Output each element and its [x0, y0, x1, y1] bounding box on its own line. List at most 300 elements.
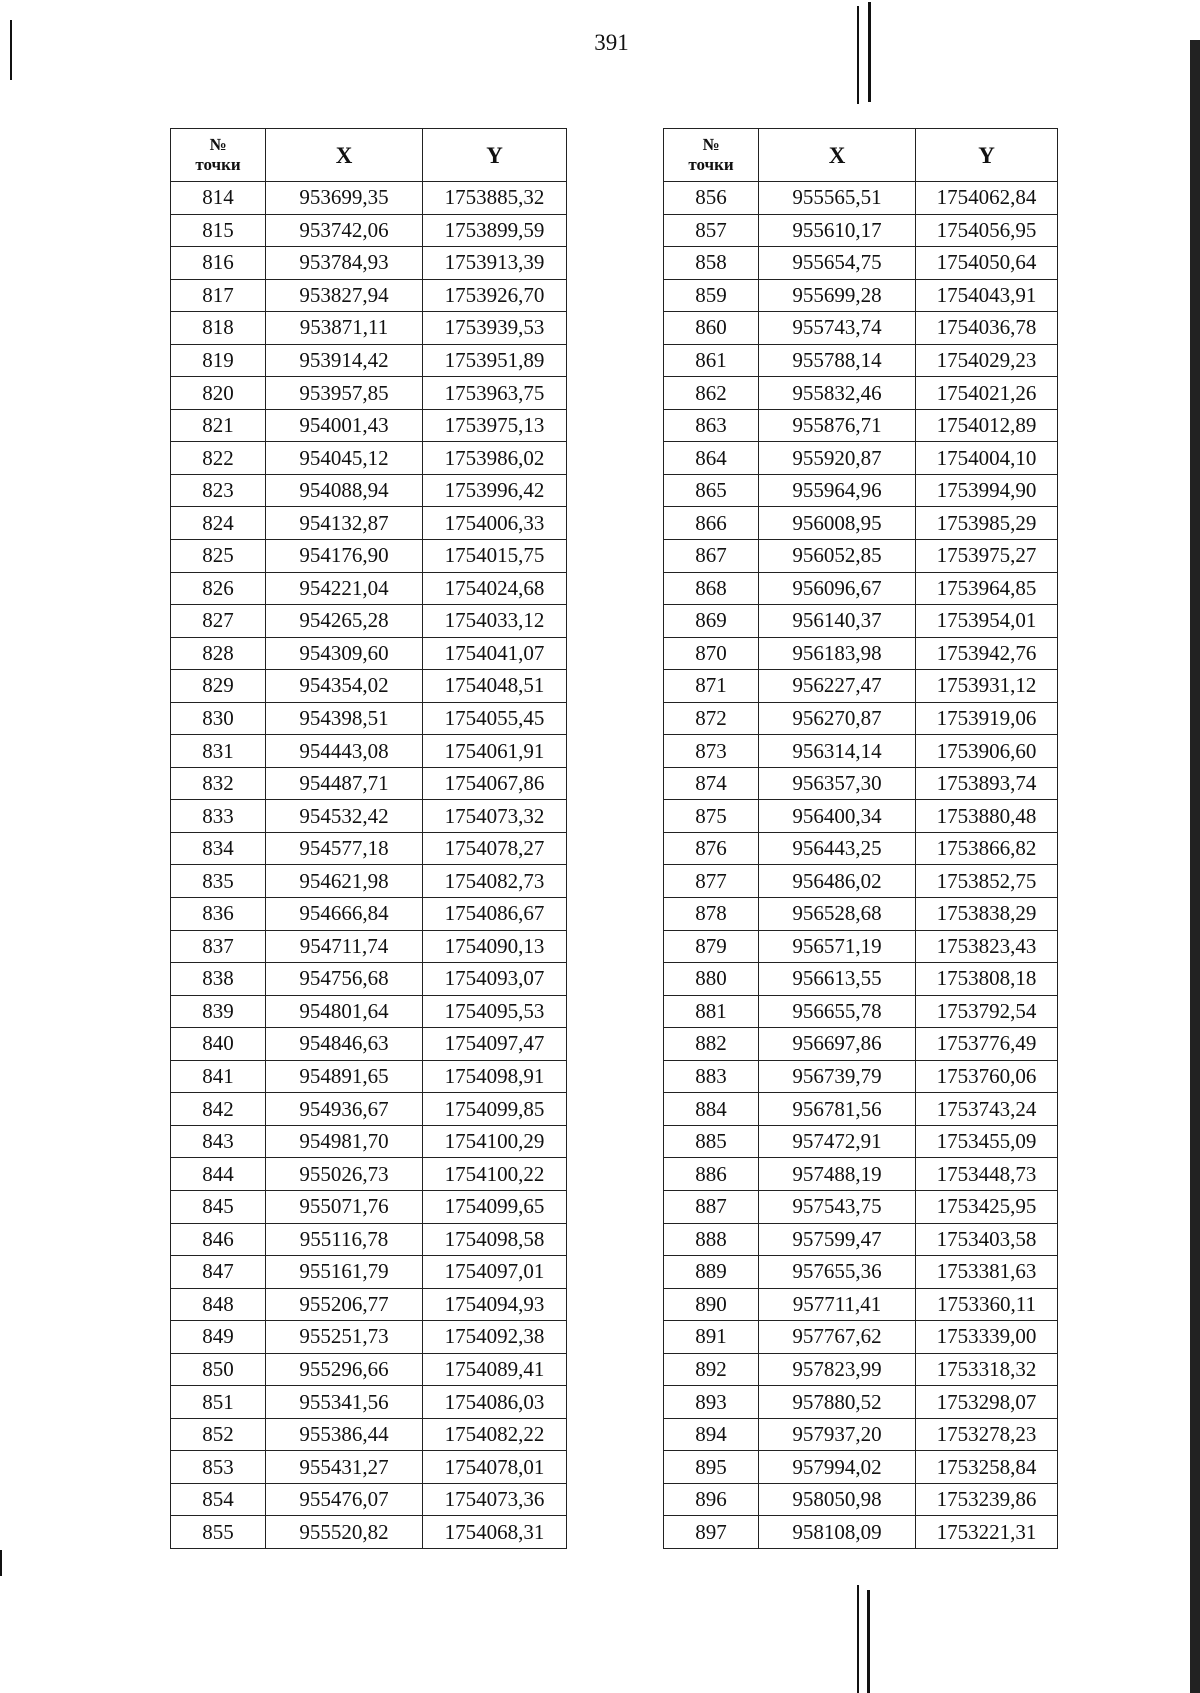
table-row	[664, 898, 1058, 931]
cell-point-number: 847	[171, 1256, 266, 1289]
cell-y: 1754082,73	[423, 865, 567, 898]
cell-x: 955386,44	[266, 1418, 423, 1451]
cell-x: 956400,34	[759, 800, 916, 833]
table-row	[171, 1190, 567, 1223]
cell-x: 954443,08	[266, 735, 423, 768]
table-row	[664, 1125, 1058, 1158]
cell-point-number: 829	[171, 670, 266, 703]
cell-point-number: 858	[664, 247, 759, 280]
cell-x: 955341,56	[266, 1386, 423, 1419]
table-row	[664, 1190, 1058, 1223]
cell-point-number: 837	[171, 930, 266, 963]
cell-point-number: 896	[664, 1483, 759, 1516]
table-row	[664, 1256, 1058, 1289]
cell-point-number: 848	[171, 1288, 266, 1321]
cell-y: 1754073,32	[423, 800, 567, 833]
cell-x: 956697,86	[759, 1028, 916, 1061]
cell-y: 1753455,09	[916, 1125, 1058, 1158]
cell-y: 1754098,91	[423, 1060, 567, 1093]
cell-x: 956183,98	[759, 637, 916, 670]
cell-y: 1753221,31	[916, 1516, 1058, 1549]
cell-x: 958050,98	[759, 1483, 916, 1516]
cell-x: 954045,12	[266, 442, 423, 475]
cell-point-number: 869	[664, 605, 759, 638]
cell-point-number: 856	[664, 182, 759, 215]
table-row	[171, 1093, 567, 1126]
cell-y: 1754092,38	[423, 1321, 567, 1354]
cell-x: 956357,30	[759, 767, 916, 800]
cell-point-number: 849	[171, 1321, 266, 1354]
table-row	[664, 312, 1058, 345]
cell-point-number: 821	[171, 409, 266, 442]
cell-point-number: 827	[171, 605, 266, 638]
table-row	[664, 800, 1058, 833]
cell-point-number: 828	[171, 637, 266, 670]
scanner-edge	[1190, 40, 1200, 1693]
table-row	[171, 670, 567, 703]
cell-y: 1753975,13	[423, 409, 567, 442]
table-row	[171, 865, 567, 898]
table-row	[664, 1353, 1058, 1386]
table-row	[171, 377, 567, 410]
cell-y: 1754062,84	[916, 182, 1058, 215]
cell-point-number: 861	[664, 344, 759, 377]
cell-point-number: 880	[664, 963, 759, 996]
table-row	[171, 1353, 567, 1386]
cell-point-number: 844	[171, 1158, 266, 1191]
cell-point-number: 881	[664, 995, 759, 1028]
table-row	[664, 1321, 1058, 1354]
cell-y: 1753986,02	[423, 442, 567, 475]
cell-point-number: 832	[171, 767, 266, 800]
cell-y: 1754006,33	[423, 507, 567, 540]
cell-x: 955206,77	[266, 1288, 423, 1321]
cell-y: 1753823,43	[916, 930, 1058, 963]
table-row	[664, 409, 1058, 442]
table-row	[664, 605, 1058, 638]
cell-x: 958108,09	[759, 1516, 916, 1549]
cell-y: 1753298,07	[916, 1386, 1058, 1419]
table-row	[664, 995, 1058, 1028]
cell-point-number: 855	[171, 1516, 266, 1549]
cell-x: 954621,98	[266, 865, 423, 898]
cell-point-number: 862	[664, 377, 759, 410]
cell-y: 1753954,01	[916, 605, 1058, 638]
cell-x: 957655,36	[759, 1256, 916, 1289]
cell-y: 1753776,49	[916, 1028, 1058, 1061]
cell-x: 957937,20	[759, 1418, 916, 1451]
table-row	[171, 214, 567, 247]
cell-x: 955610,17	[759, 214, 916, 247]
cell-y: 1754095,53	[423, 995, 567, 1028]
cell-point-number: 872	[664, 702, 759, 735]
cell-y: 1753951,89	[423, 344, 567, 377]
cell-point-number: 843	[171, 1125, 266, 1158]
cell-x: 954487,71	[266, 767, 423, 800]
table-row	[664, 767, 1058, 800]
cell-y: 1753964,85	[916, 572, 1058, 605]
table-row	[171, 930, 567, 963]
cell-x: 953699,35	[266, 182, 423, 215]
scan-line-bottom-right-1	[857, 1585, 859, 1693]
table-row	[664, 1288, 1058, 1321]
cell-x: 957823,99	[759, 1353, 916, 1386]
cell-point-number: 893	[664, 1386, 759, 1419]
table-row	[664, 1516, 1058, 1549]
cell-point-number: 830	[171, 702, 266, 735]
cell-point-number: 857	[664, 214, 759, 247]
cell-point-number: 818	[171, 312, 266, 345]
cell-y: 1753942,76	[916, 637, 1058, 670]
scan-line-bottom-right-2	[867, 1590, 870, 1693]
table-row	[664, 702, 1058, 735]
cell-point-number: 894	[664, 1418, 759, 1451]
cell-point-number: 826	[171, 572, 266, 605]
cell-y: 1753885,32	[423, 182, 567, 215]
cell-y: 1754061,91	[423, 735, 567, 768]
table-row	[664, 442, 1058, 475]
table-row	[171, 1060, 567, 1093]
cell-y: 1753852,75	[916, 865, 1058, 898]
cell-point-number: 871	[664, 670, 759, 703]
header-no-sign: №	[209, 134, 227, 154]
cell-x: 953742,06	[266, 214, 423, 247]
cell-x: 953871,11	[266, 312, 423, 345]
cell-point-number: 823	[171, 474, 266, 507]
cell-x: 953957,85	[266, 377, 423, 410]
table-row	[171, 1028, 567, 1061]
table-row	[664, 214, 1058, 247]
cell-y: 1753339,00	[916, 1321, 1058, 1354]
cell-point-number: 884	[664, 1093, 759, 1126]
cell-y: 1753994,90	[916, 474, 1058, 507]
cell-point-number: 885	[664, 1125, 759, 1158]
cell-x: 955920,87	[759, 442, 916, 475]
cell-y: 1754098,58	[423, 1223, 567, 1256]
table-row	[171, 605, 567, 638]
cell-point-number: 835	[171, 865, 266, 898]
cell-point-number: 875	[664, 800, 759, 833]
cell-y: 1753360,11	[916, 1288, 1058, 1321]
coordinates-table-left	[170, 128, 567, 1549]
cell-y: 1753838,29	[916, 898, 1058, 931]
table-row	[664, 1386, 1058, 1419]
cell-point-number: 879	[664, 930, 759, 963]
table-row	[664, 930, 1058, 963]
cell-x: 957472,91	[759, 1125, 916, 1158]
table-row	[171, 442, 567, 475]
cell-x: 954756,68	[266, 963, 423, 996]
cell-point-number: 878	[664, 898, 759, 931]
cell-x: 954981,70	[266, 1125, 423, 1158]
cell-y: 1754094,93	[423, 1288, 567, 1321]
cell-x: 956655,78	[759, 995, 916, 1028]
cell-y: 1754089,41	[423, 1353, 567, 1386]
cell-y: 1753963,75	[423, 377, 567, 410]
cell-y: 1754082,22	[423, 1418, 567, 1451]
cell-y: 1754004,10	[916, 442, 1058, 475]
header-point-number	[171, 129, 266, 182]
cell-y: 1753239,86	[916, 1483, 1058, 1516]
table-row	[664, 247, 1058, 280]
cell-x: 954936,67	[266, 1093, 423, 1126]
cell-point-number: 825	[171, 540, 266, 573]
cell-point-number: 868	[664, 572, 759, 605]
page-number: 391	[594, 30, 629, 55]
cell-y: 1753866,82	[916, 832, 1058, 865]
cell-y: 1754086,67	[423, 898, 567, 931]
cell-x: 954846,63	[266, 1028, 423, 1061]
table-row	[171, 1223, 567, 1256]
cell-point-number: 860	[664, 312, 759, 345]
cell-x: 956096,67	[759, 572, 916, 605]
cell-x: 954354,02	[266, 670, 423, 703]
header-no-sub: точки	[195, 155, 241, 174]
cell-x: 956781,56	[759, 1093, 916, 1126]
cell-x: 954666,84	[266, 898, 423, 931]
cell-point-number: 817	[171, 279, 266, 312]
table-row	[171, 995, 567, 1028]
table-row	[171, 963, 567, 996]
cell-y: 1754100,22	[423, 1158, 567, 1191]
cell-y: 1754041,07	[423, 637, 567, 670]
cell-point-number: 822	[171, 442, 266, 475]
cell-point-number: 853	[171, 1451, 266, 1484]
header-x: X	[759, 129, 916, 182]
cell-point-number: 824	[171, 507, 266, 540]
table-row	[664, 1483, 1058, 1516]
cell-x: 957767,62	[759, 1321, 916, 1354]
cell-y: 1754099,85	[423, 1093, 567, 1126]
cell-x: 955743,74	[759, 312, 916, 345]
cell-y: 1754048,51	[423, 670, 567, 703]
table-row	[664, 507, 1058, 540]
cell-x: 954001,43	[266, 409, 423, 442]
cell-y: 1754068,31	[423, 1516, 567, 1549]
header-point-number	[664, 129, 759, 182]
cell-x: 954221,04	[266, 572, 423, 605]
cell-x: 955161,79	[266, 1256, 423, 1289]
cell-y: 1753996,42	[423, 474, 567, 507]
cell-y: 1754036,78	[916, 312, 1058, 345]
cell-point-number: 831	[171, 735, 266, 768]
cell-point-number: 839	[171, 995, 266, 1028]
cell-point-number: 895	[664, 1451, 759, 1484]
cell-point-number: 888	[664, 1223, 759, 1256]
cell-x: 956571,19	[759, 930, 916, 963]
cell-x: 954398,51	[266, 702, 423, 735]
cell-x: 955699,28	[759, 279, 916, 312]
cell-point-number: 814	[171, 182, 266, 215]
cell-y: 1754093,07	[423, 963, 567, 996]
table-row	[171, 1386, 567, 1419]
table-row	[171, 409, 567, 442]
cell-x: 955431,27	[266, 1451, 423, 1484]
cell-point-number: 838	[171, 963, 266, 996]
cell-y: 1753792,54	[916, 995, 1058, 1028]
cell-point-number: 859	[664, 279, 759, 312]
cell-x: 955565,51	[759, 182, 916, 215]
cell-point-number: 877	[664, 865, 759, 898]
cell-y: 1753975,27	[916, 540, 1058, 573]
cell-point-number: 865	[664, 474, 759, 507]
cell-x: 957994,02	[759, 1451, 916, 1484]
cell-y: 1754067,86	[423, 767, 567, 800]
cell-point-number: 836	[171, 898, 266, 931]
header-no-sign: №	[702, 134, 720, 154]
cell-point-number: 874	[664, 767, 759, 800]
table-row	[664, 832, 1058, 865]
cell-point-number: 863	[664, 409, 759, 442]
table-row	[171, 1451, 567, 1484]
cell-x: 956140,37	[759, 605, 916, 638]
table-row	[664, 637, 1058, 670]
cell-point-number: 891	[664, 1321, 759, 1354]
cell-x: 954532,42	[266, 800, 423, 833]
header-x: X	[266, 129, 423, 182]
cell-point-number: 889	[664, 1256, 759, 1289]
cell-point-number: 897	[664, 1516, 759, 1549]
cell-x: 955654,75	[759, 247, 916, 280]
cell-y: 1753448,73	[916, 1158, 1058, 1191]
cell-x: 956227,47	[759, 670, 916, 703]
cell-y: 1754097,01	[423, 1256, 567, 1289]
cell-x: 955788,14	[759, 344, 916, 377]
table-row	[664, 279, 1058, 312]
cell-point-number: 887	[664, 1190, 759, 1223]
cell-y: 1753931,12	[916, 670, 1058, 703]
cell-y: 1754086,03	[423, 1386, 567, 1419]
cell-x: 955251,73	[266, 1321, 423, 1354]
table-row	[664, 1223, 1058, 1256]
table-row	[664, 1060, 1058, 1093]
cell-y: 1754073,36	[423, 1483, 567, 1516]
table-row	[664, 865, 1058, 898]
cell-y: 1753913,39	[423, 247, 567, 280]
cell-y: 1754056,95	[916, 214, 1058, 247]
header-y: Y	[423, 129, 567, 182]
cell-x: 957543,75	[759, 1190, 916, 1223]
cell-x: 954176,90	[266, 540, 423, 573]
cell-point-number: 819	[171, 344, 266, 377]
cell-x: 957880,52	[759, 1386, 916, 1419]
table-row	[171, 279, 567, 312]
cell-point-number: 842	[171, 1093, 266, 1126]
header-no-sub: точки	[688, 155, 734, 174]
cell-y: 1753926,70	[423, 279, 567, 312]
cell-y: 1754021,26	[916, 377, 1058, 410]
cell-x: 955296,66	[266, 1353, 423, 1386]
cell-y: 1754078,27	[423, 832, 567, 865]
scan-line-bottom-left	[0, 1550, 2, 1576]
table-row	[171, 540, 567, 573]
cell-point-number: 890	[664, 1288, 759, 1321]
table-row	[664, 1158, 1058, 1191]
table-row	[171, 1288, 567, 1321]
cell-y: 1753985,29	[916, 507, 1058, 540]
cell-x: 956486,02	[759, 865, 916, 898]
cell-x: 955964,96	[759, 474, 916, 507]
cell-point-number: 845	[171, 1190, 266, 1223]
table-row	[171, 1125, 567, 1158]
table-row	[664, 474, 1058, 507]
table-row	[664, 1451, 1058, 1484]
cell-x: 957711,41	[759, 1288, 916, 1321]
cell-y: 1753808,18	[916, 963, 1058, 996]
table-row	[664, 377, 1058, 410]
cell-y: 1753919,06	[916, 702, 1058, 735]
table-row	[171, 898, 567, 931]
cell-y: 1754050,64	[916, 247, 1058, 280]
cell-point-number: 840	[171, 1028, 266, 1061]
cell-point-number: 820	[171, 377, 266, 410]
cell-point-number: 852	[171, 1418, 266, 1451]
cell-y: 1754078,01	[423, 1451, 567, 1484]
cell-y: 1753880,48	[916, 800, 1058, 833]
cell-y: 1754024,68	[423, 572, 567, 605]
cell-x: 954265,28	[266, 605, 423, 638]
table-row	[171, 474, 567, 507]
cell-x: 954711,74	[266, 930, 423, 963]
cell-y: 1753278,23	[916, 1418, 1058, 1451]
cell-y: 1753381,63	[916, 1256, 1058, 1289]
cell-y: 1754029,23	[916, 344, 1058, 377]
table-row	[171, 767, 567, 800]
table-header-row	[171, 129, 567, 182]
cell-point-number: 854	[171, 1483, 266, 1516]
table-row	[171, 247, 567, 280]
cell-y: 1753760,06	[916, 1060, 1058, 1093]
cell-y: 1753899,59	[423, 214, 567, 247]
cell-x: 954801,64	[266, 995, 423, 1028]
cell-y: 1753258,84	[916, 1451, 1058, 1484]
cell-point-number: 892	[664, 1353, 759, 1386]
cell-x: 955071,76	[266, 1190, 423, 1223]
table-row	[171, 182, 567, 215]
cell-x: 954309,60	[266, 637, 423, 670]
cell-x: 955476,07	[266, 1483, 423, 1516]
cell-point-number: 876	[664, 832, 759, 865]
cell-x: 953827,94	[266, 279, 423, 312]
cell-point-number: 815	[171, 214, 266, 247]
table-row	[664, 735, 1058, 768]
table-row	[664, 1418, 1058, 1451]
table-row	[171, 1158, 567, 1191]
cell-x: 955520,82	[266, 1516, 423, 1549]
cell-point-number: 873	[664, 735, 759, 768]
table-row	[664, 670, 1058, 703]
cell-y: 1753939,53	[423, 312, 567, 345]
cell-y: 1754033,12	[423, 605, 567, 638]
cell-point-number: 870	[664, 637, 759, 670]
cell-y: 1754012,89	[916, 409, 1058, 442]
table-row	[171, 1256, 567, 1289]
cell-y: 1754055,45	[423, 702, 567, 735]
cell-x: 956314,14	[759, 735, 916, 768]
cell-x: 956270,87	[759, 702, 916, 735]
cell-point-number: 841	[171, 1060, 266, 1093]
table-row	[171, 1418, 567, 1451]
cell-x: 954132,87	[266, 507, 423, 540]
cell-y: 1754099,65	[423, 1190, 567, 1223]
table-row	[664, 1028, 1058, 1061]
table-row	[171, 800, 567, 833]
cell-x: 956052,85	[759, 540, 916, 573]
table-header-row	[664, 129, 1058, 182]
table-row	[664, 344, 1058, 377]
table-row	[171, 735, 567, 768]
table-row	[171, 832, 567, 865]
